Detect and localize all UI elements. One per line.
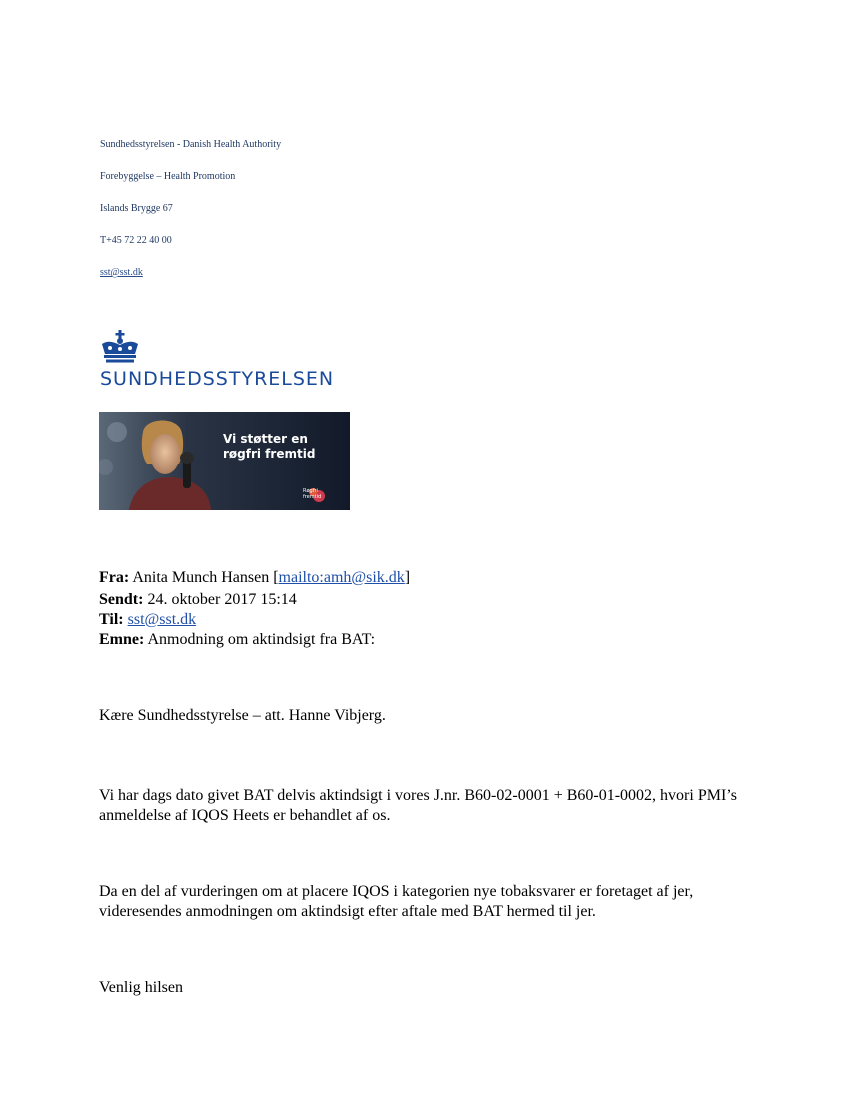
signature-department: Forebyggelse – Health Promotion — [100, 171, 236, 182]
logo-text: SUNDHEDSSTYRELSEN — [100, 368, 335, 390]
signature-phone: T+45 72 22 40 00 — [100, 235, 172, 246]
from-label: Fra: — [99, 569, 130, 586]
from-name: Anita Munch Hansen — [132, 569, 270, 586]
email-subject-row — [99, 630, 375, 649]
signature-organization: Sundhedsstyrelsen - Danish Health Authority — [100, 139, 282, 150]
sent-value: 24. oktober 2017 15:14 — [147, 591, 297, 608]
subject-label: Emne: — [99, 631, 145, 648]
from-mailto-link[interactable]: mailto:amh@sik.dk — [278, 569, 405, 586]
to-email-link[interactable]: sst@sst.dk — [127, 611, 197, 628]
closing: Venlig hilsen — [99, 979, 183, 996]
email-to-row — [99, 610, 196, 629]
banner-headline-line2: røgfri fremtid — [223, 447, 316, 461]
crown-icon — [98, 330, 142, 364]
banner-brand-line1: Røgfri — [303, 488, 318, 494]
banner-brand — [303, 488, 333, 500]
banner-headline — [223, 432, 343, 462]
sent-label: Sendt: — [99, 591, 144, 608]
email-sent-row — [99, 590, 297, 609]
smoke-free-banner[interactable] — [99, 412, 350, 510]
body-paragraph-2: Da en del af vurderingen om at placere IQOS i kategorien nye tobaksvarer er foretaget af jer, videresendes anmodningen om aktindsigt efter aftale med BAT hermed til jer. — [99, 883, 694, 920]
banner-brand-line2: fremtid — [303, 494, 322, 500]
banner-headline-line1: Vi støtter en — [223, 432, 308, 446]
to-label: Til: — [99, 611, 124, 628]
body-paragraph-1: Vi har dags dato givet BAT delvis aktindsigt i vores J.nr. B60-02-0001 + B60-01-0002, hvori PMI’s anmeldelse af IQOS Heets er behandlet af os. — [99, 787, 737, 824]
greeting: Kære Sundhedsstyrelse – att. Hanne Vibjerg. — [99, 707, 386, 724]
signature-email-link[interactable]: sst@sst.dk — [100, 267, 143, 278]
subject-value: Anmodning om aktindsigt fra BAT: — [147, 631, 376, 648]
email-from-row: Fra: Anita Munch Hansen [mailto:amh@sik.dk] — [99, 569, 411, 586]
sundhedsstyrelsen-logo — [98, 330, 358, 392]
signature-address: Islands Brygge 67 — [100, 203, 173, 214]
